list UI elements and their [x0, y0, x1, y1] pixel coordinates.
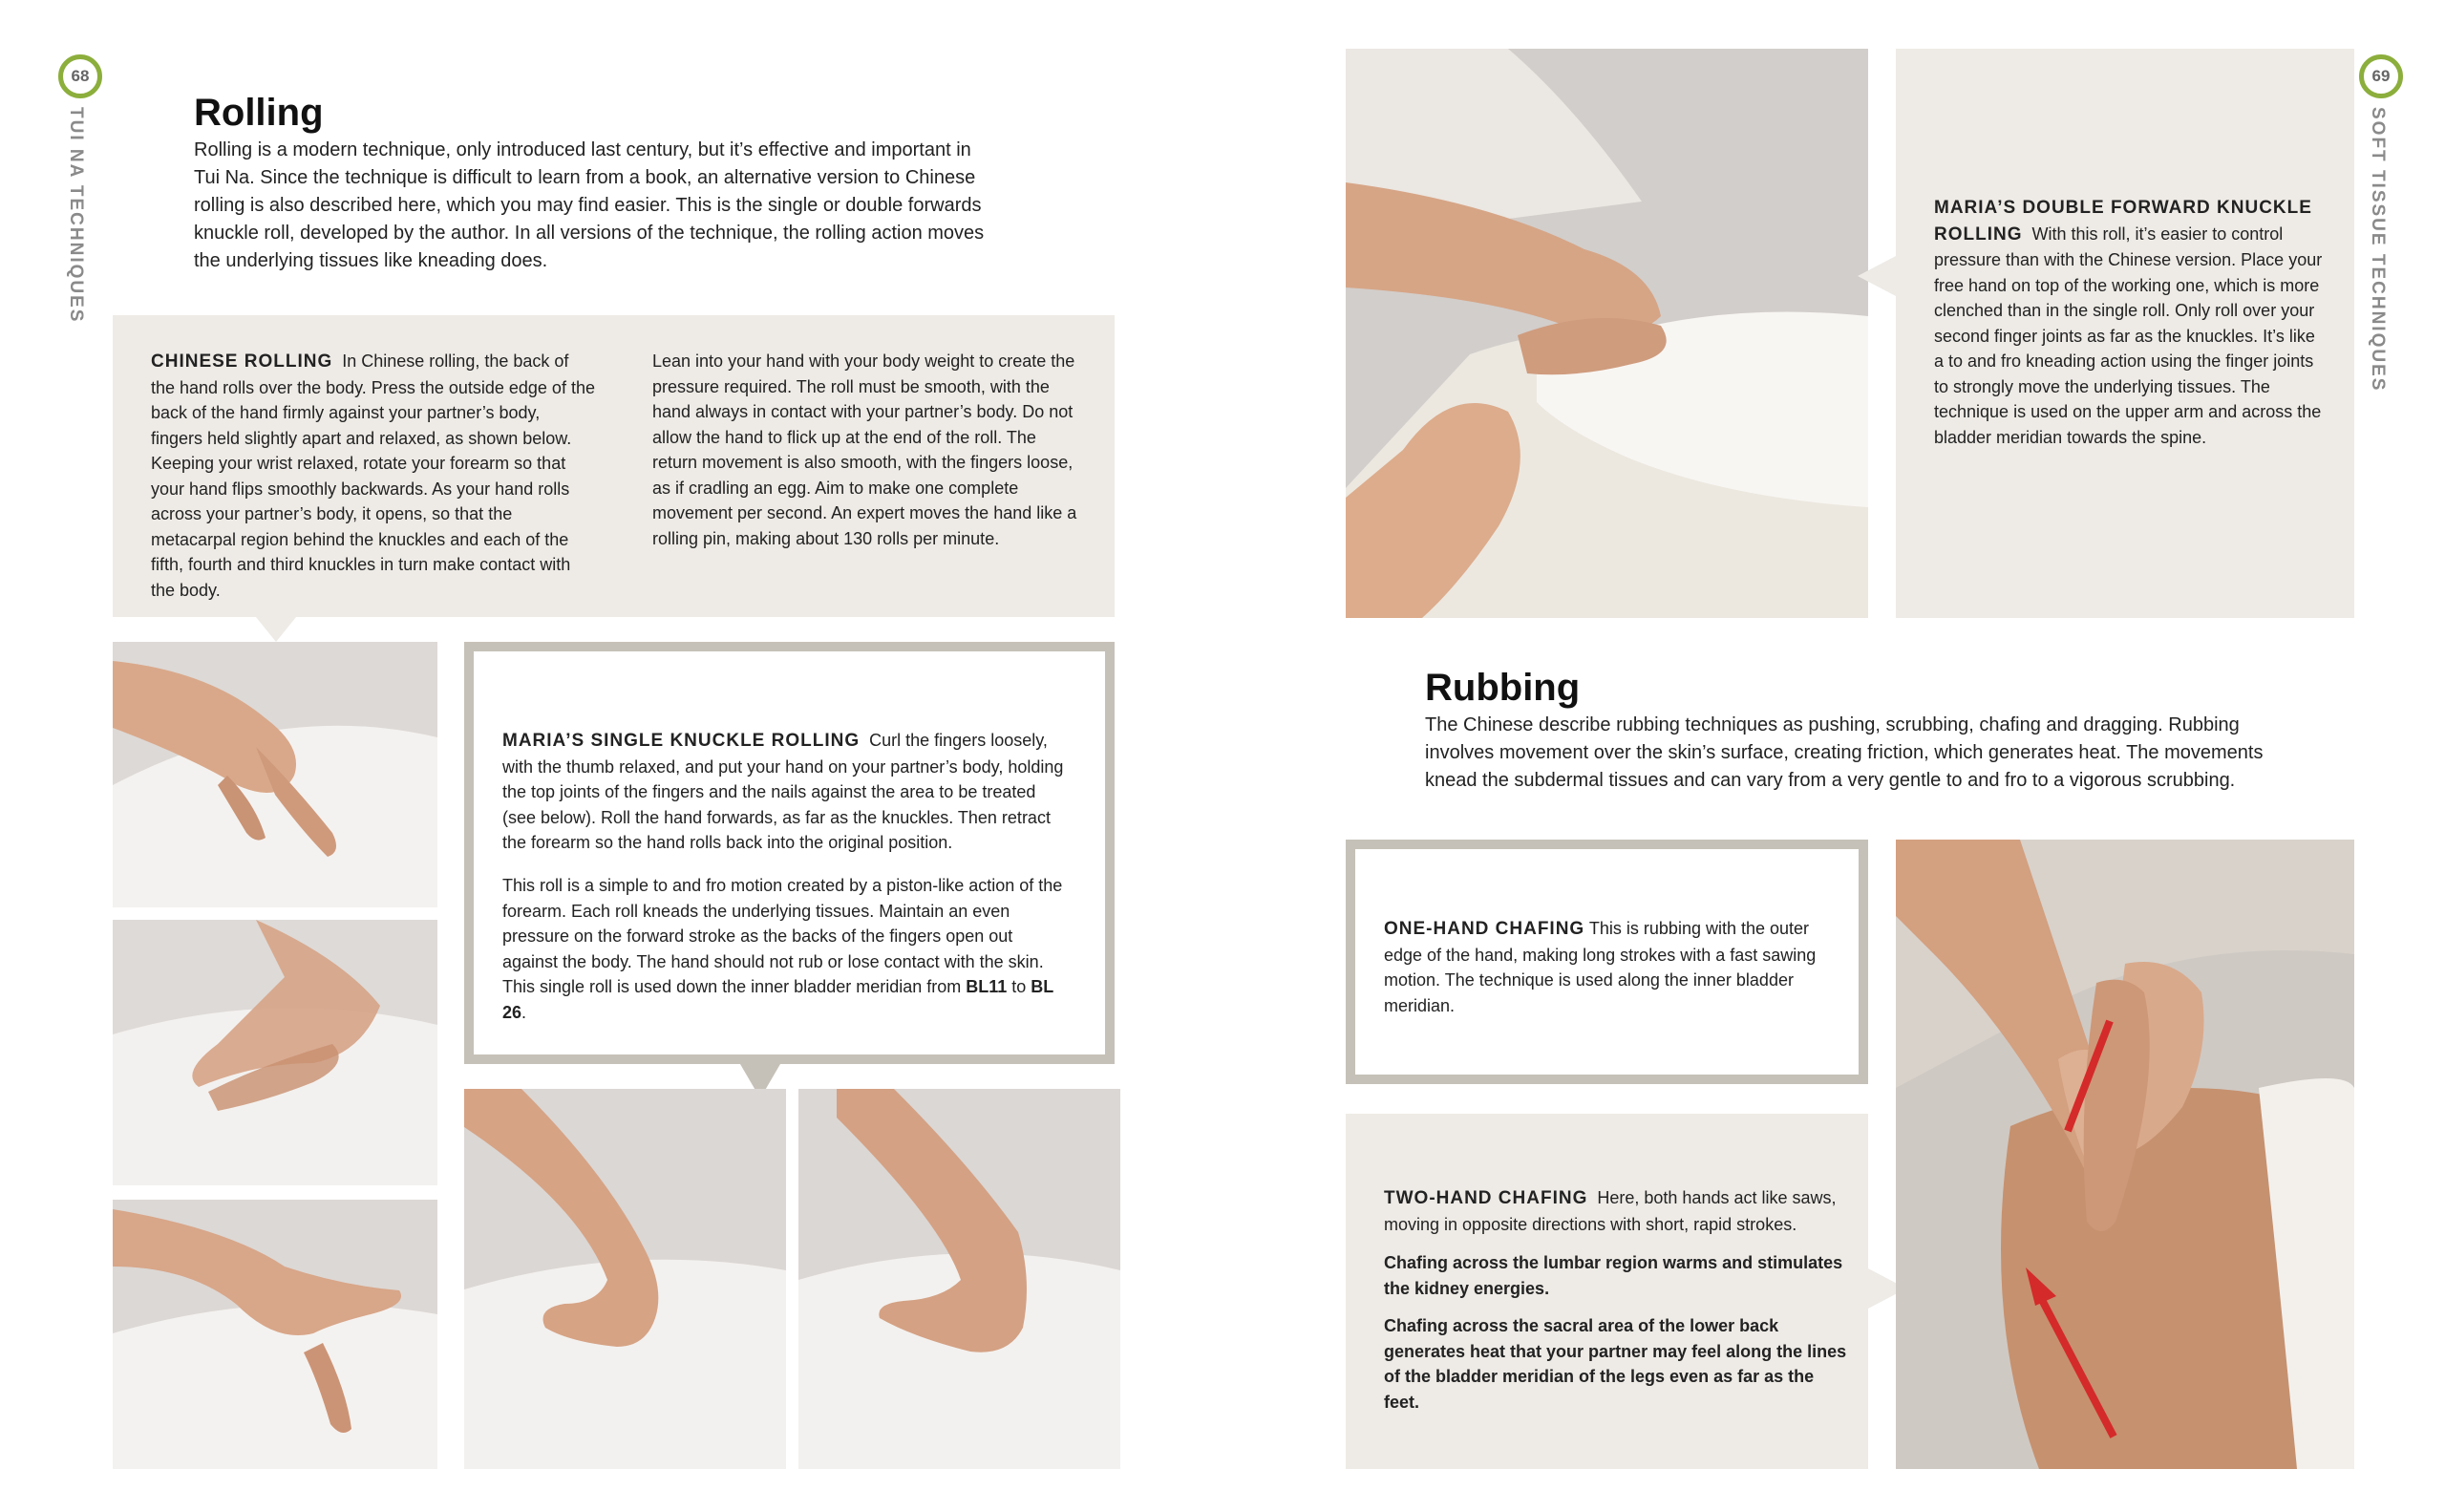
page-number: 69: [2371, 67, 2391, 85]
single-knuckle-para1: [502, 728, 1071, 856]
two-hand-chafing-para: [1384, 1185, 1847, 1237]
section-side-label: TUI NA TECHNIQUES: [66, 107, 86, 324]
callout-pointer: [256, 617, 296, 642]
page-number-badge: [2359, 54, 2403, 98]
one-hand-chafing-heading: ONE-HAND CHAFING: [1384, 919, 1585, 939]
rolling-section: [194, 92, 996, 275]
rubbing-section: [1425, 667, 2265, 795]
two-hand-chafing-panel: [1346, 1114, 1868, 1469]
ref-connector: to: [1007, 977, 1031, 996]
single-knuckle-box: [464, 642, 1115, 1064]
chinese-rolling-photo-1: [113, 642, 437, 907]
two-hand-chafing-note2: Chafing across the sacral area of the lower back generates heat that your partner may feel along the lines of the bladder meridian of the legs even as far as the feet.: [1384, 1316, 1847, 1412]
double-knuckle-photo: [1346, 49, 1868, 618]
one-hand-chafing-para: [1384, 916, 1828, 1018]
section-side-label: SOFT TISSUE TECHNIQUES: [2368, 107, 2388, 393]
rubbing-intro: The Chinese describe rubbing techniques as pushing, scrubbing, chafing and dragging. Rubbing involves movement over the skin’s surface, creating friction, which generates heat. The movements knead the subdermal tissues and can vary from a very gentle to and fro to a vigorous scrubbing.: [1425, 714, 2264, 791]
single-knuckle-para2: [502, 873, 1071, 1025]
callout-pointer: [1858, 256, 1896, 296]
chinese-rolling-text2: Lean into your hand with your body weight to create the pressure required. The roll must be smooth, with the hand always in contact with your partner’s body. Do not allow the hand to flick up at the end of the roll. The return movement is also smooth, with the fingers loose, as if cradling an egg. Aim to make one complete movement per second. An expert moves the hand like a rolling pin, making about 130 rolls per minute.: [652, 351, 1077, 548]
two-hand-chafing-note1: Chafing across the lumbar region warms and stimulates the kidney energies.: [1384, 1253, 1843, 1298]
ref-end: .: [521, 1002, 527, 1022]
single-knuckle-photo-1: [464, 1089, 786, 1469]
double-knuckle-heading: MARIA’S DOUBLE FORWARD KNUCKLE ROLLING: [1934, 198, 2312, 245]
single-knuckle-photo-2: [798, 1089, 1120, 1469]
rolling-title: Rolling: [194, 92, 324, 134]
two-hand-chafing-heading: TWO-HAND CHAFING: [1384, 1188, 1588, 1208]
double-knuckle-text: With this roll, it’s easier to control pressure than with the Chinese version. Place your free hand on top of the working one, which is more clenched than in the single roll. Only roll over your second finger joints as far as the knuckles. It’s like a to and fro kneading action using the finger joints to strongly move the underlying tissues. The technique is used on the upper arm and across the bladder meridian towards the spine.: [1934, 224, 2323, 447]
meridian-ref-bl11: BL11: [966, 977, 1008, 996]
double-knuckle-panel: [1896, 49, 2354, 618]
two-hand-chafing-photo: [1896, 840, 2354, 1469]
double-knuckle-para: [1934, 195, 2326, 450]
rolling-intro: Rolling is a modern technique, only introduced last century, but it’s effective and important in Tui Na. Since the technique is difficult to learn from a book, an alternative version to Chinese rolling is also described here, which you may find easier. This is the single or double forwards knuckle roll, developed by the author. In all versions of the technique, the rolling action moves the underlying tissues like kneading does.: [194, 139, 985, 271]
single-knuckle-text1: Curl the fingers loosely, with the thumb relaxed, and put your hand on your partner’s body, holding the top joints of the fingers and the nails against the area to be treated (see below). Roll the hand forwards, as far as the knuckles. Then retract the forearm so the hand rolls back into the original position.: [502, 731, 1064, 852]
one-hand-chafing-box: [1346, 840, 1868, 1084]
chinese-rolling-col1: [151, 349, 596, 603]
chinese-rolling-photo-3: [113, 1200, 437, 1469]
meridian-ref-bl26: BL 26: [502, 977, 1053, 1022]
chinese-rolling-photo-2: [113, 920, 437, 1185]
chinese-rolling-text1: In Chinese rolling, the back of the hand rolls over the body. Press the outside edge of the back of the hand firmly against your partner’s body, fingers held slightly apart and relaxed, as shown below. Keeping your wrist relaxed, rotate your forearm so that your hand flips smoothly backwards. As your hand rolls across your partner’s body, it opens, so that the metacarpal region behind the knuckles and each of the fifth, fourth and third knuckles in turn make contact with the body.: [151, 351, 595, 600]
single-knuckle-text2: This roll is a simple to and fro motion created by a piston-like action of the forearm. Each roll kneads the underlying tissues. Maintain an even pressure on the forward stroke as the backs of the fingers open out against the body. The hand should not rub or lose contact with the skin. This single roll is used down the inner bladder meridian from: [502, 876, 1063, 996]
chinese-rolling-heading: CHINESE ROLLING: [151, 351, 333, 372]
single-knuckle-heading: MARIA’S SINGLE KNUCKLE ROLLING: [502, 731, 861, 751]
one-hand-chafing-text: This is rubbing with the outer edge of the hand, making long strokes with a fast sawing motion. The technique is used along the inner bladder meridian.: [1384, 919, 1817, 1015]
page-number-badge: [58, 54, 102, 98]
two-hand-chafing-text: Here, both hands act like saws, moving in opposite directions with short, rapid strokes.: [1384, 1188, 1837, 1234]
chinese-rolling-panel: [113, 315, 1115, 617]
rubbing-title: Rubbing: [1425, 667, 1581, 709]
page-number: 68: [71, 67, 90, 85]
